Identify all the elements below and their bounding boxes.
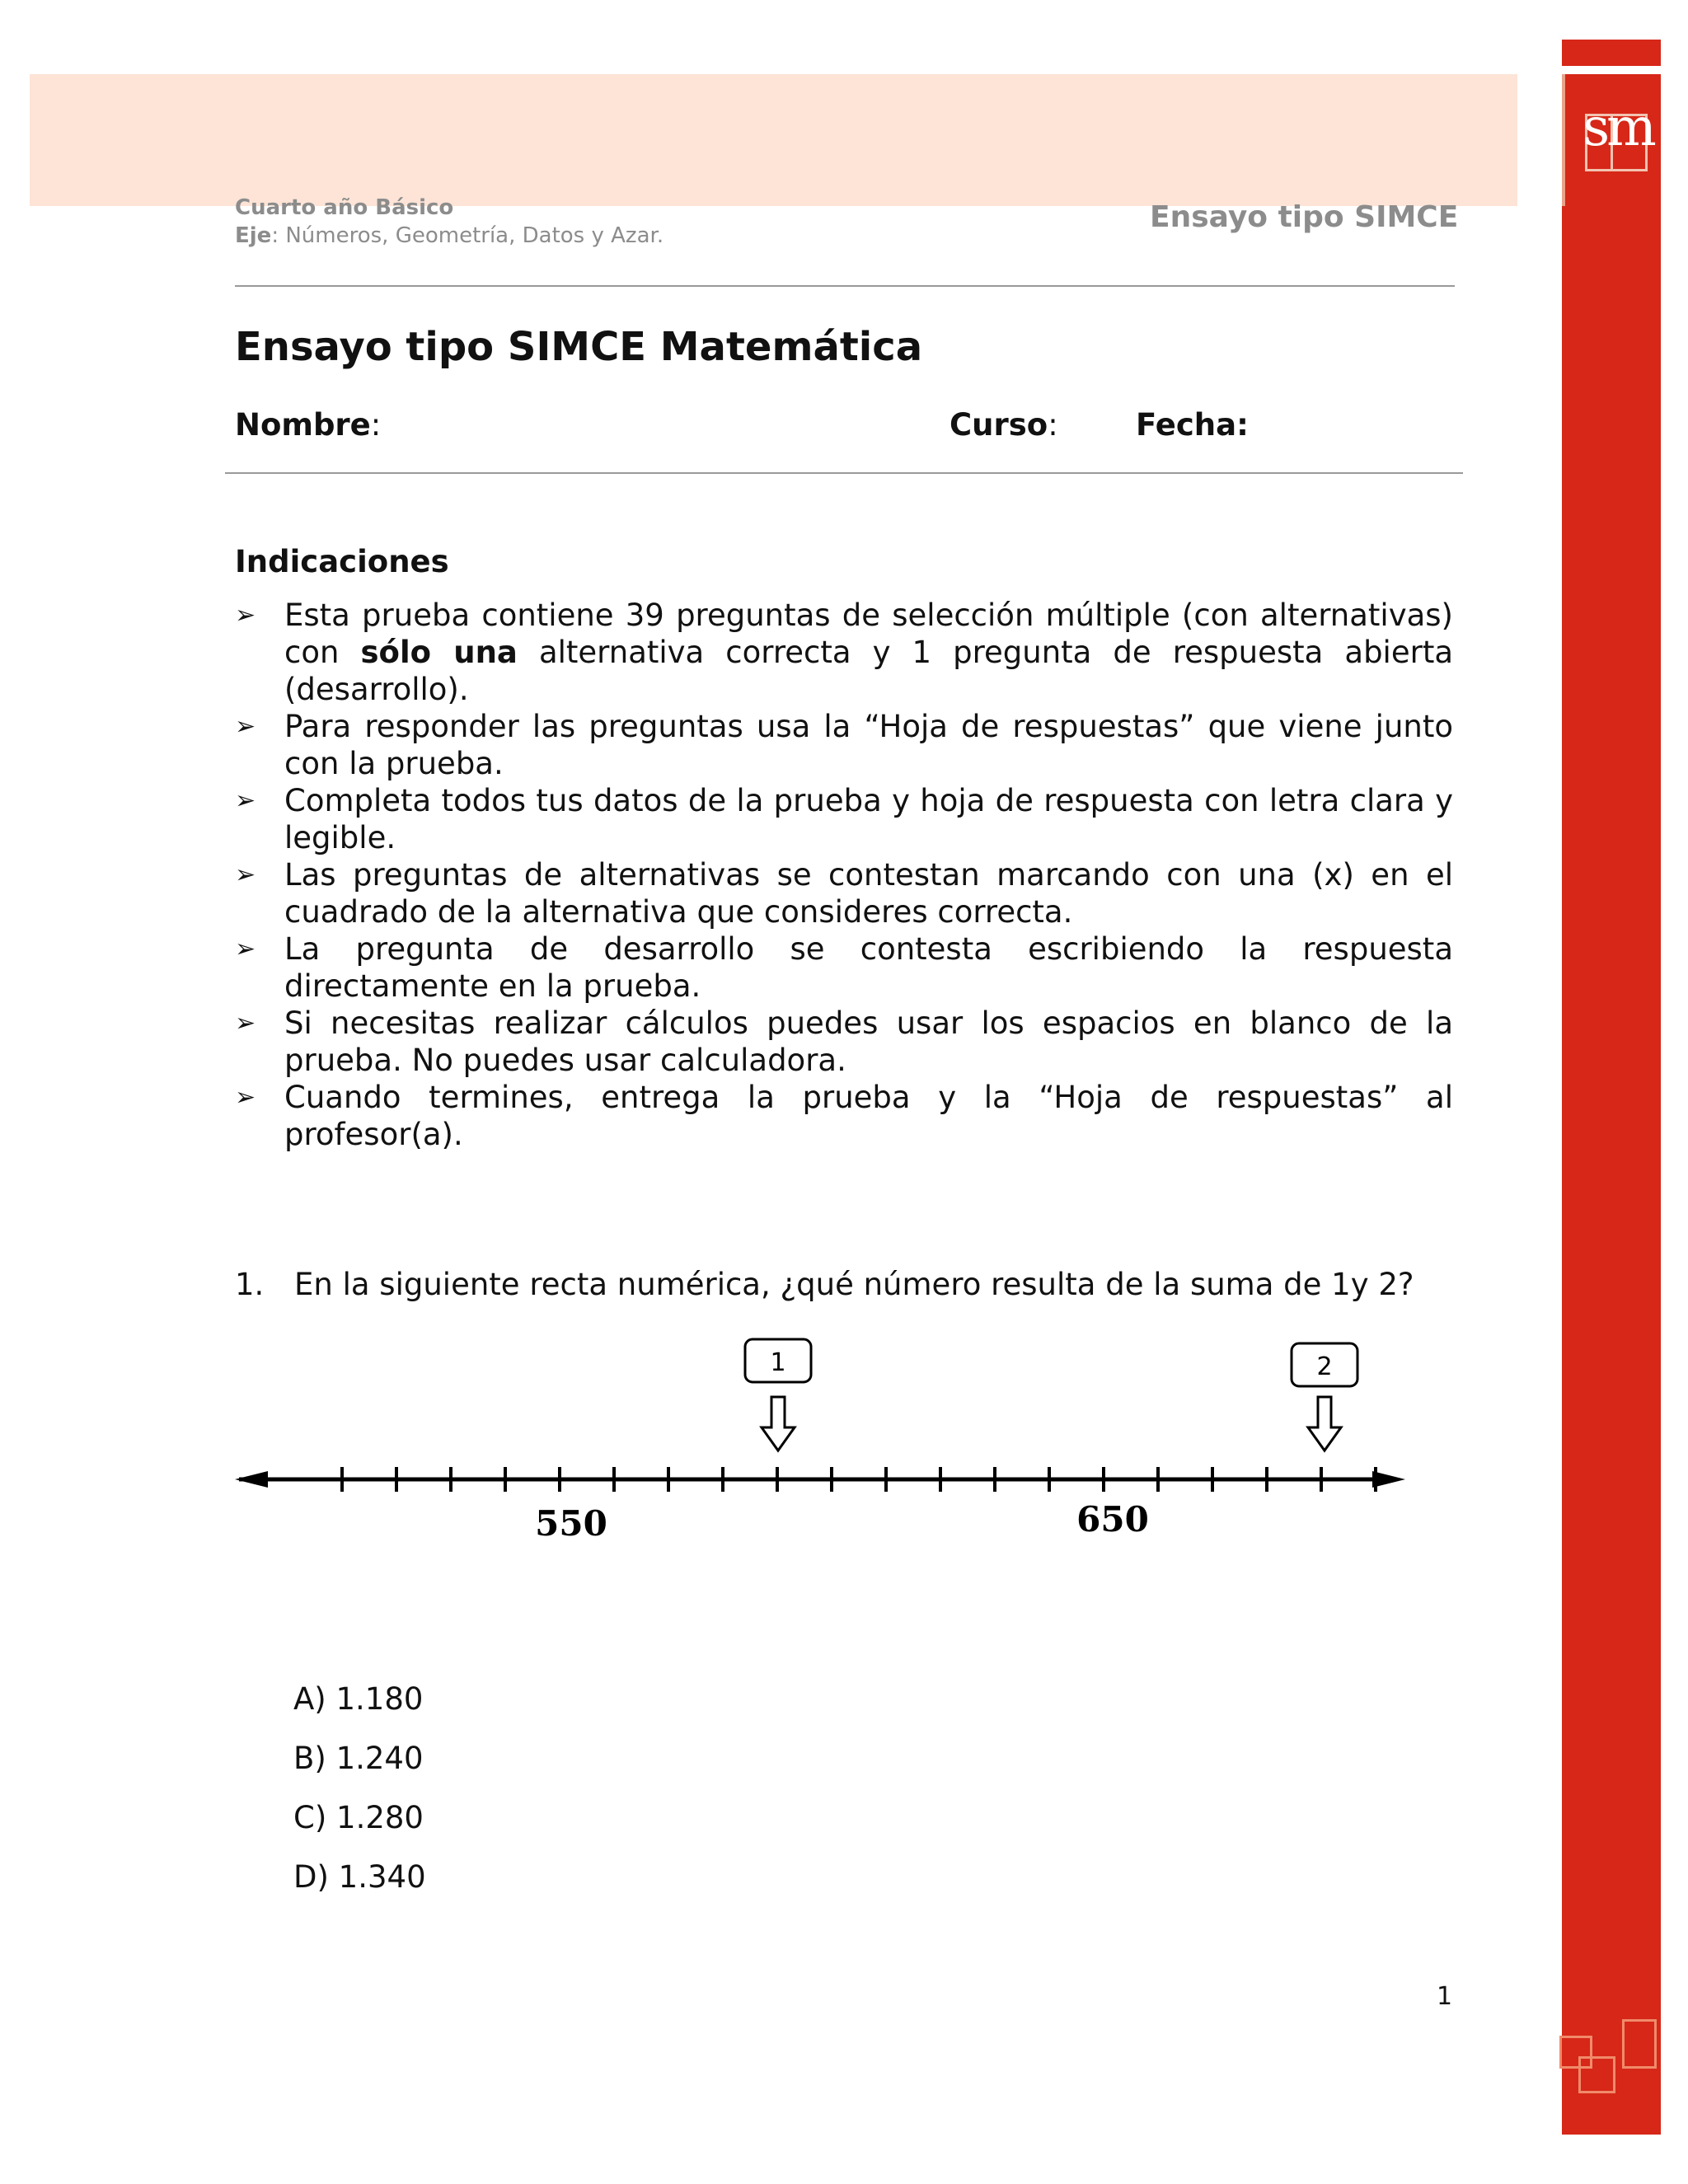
item-text: Esta prueba contiene 39 preguntas de selección múltiple (con alternativas) con — [284, 598, 1453, 670]
arrow-bullet-icon: ➢ — [235, 601, 256, 630]
option-c[interactable]: C) 1.280 — [293, 1800, 424, 1835]
item-text: Si necesitas realizar cálculos puedes usar los espacios en blanco de la prueba. No puedes usar calculadora. — [284, 1005, 1453, 1078]
decorative-square — [1622, 2019, 1657, 2069]
eje-label: Eje — [235, 223, 272, 248]
option-a[interactable]: A) 1.180 — [293, 1681, 424, 1717]
colon: : — [370, 407, 382, 443]
question-text: En la siguiente recta numérica, ¿qué número resulta de la suma de 1y 2? — [294, 1267, 1414, 1302]
answer-options — [293, 1680, 426, 1917]
list-item — [235, 708, 1453, 782]
curso-field — [950, 407, 1058, 443]
arrow-bullet-icon: ➢ — [235, 935, 256, 963]
list-item — [235, 782, 1453, 856]
fields-divider — [225, 472, 1463, 474]
marker-1-label: 1 — [770, 1348, 786, 1377]
nombre-field — [235, 407, 381, 443]
fecha-label: Fecha: — [1136, 407, 1249, 443]
arrow-bullet-icon: ➢ — [235, 860, 256, 889]
eje-value: : Números, Geometría, Datos y Azar. — [271, 223, 664, 248]
list-item — [235, 597, 1453, 708]
curso-label: Curso — [950, 407, 1048, 443]
page-number: 1 — [1437, 1982, 1453, 2011]
sm-logo — [1562, 74, 1661, 206]
item-text: Cuando termines, entrega la prueba y la “Hoja de respuestas” al profesor(a). — [284, 1080, 1453, 1152]
grade-label: Cuarto año Básico — [235, 195, 454, 220]
option-b[interactable]: B) 1.240 — [293, 1741, 424, 1776]
logo-text: sm — [1582, 97, 1653, 158]
red-top-bar — [1562, 40, 1661, 66]
item-text: Completa todos tus datos de la prueba y hoja de respuesta con letra clara y legible. — [284, 783, 1453, 855]
list-item — [235, 930, 1453, 1005]
left-arrowhead — [235, 1471, 268, 1488]
arrow-bullet-icon: ➢ — [235, 1009, 256, 1038]
header-divider — [235, 285, 1455, 287]
page-title: Ensayo tipo SIMCE Matemática — [235, 324, 923, 370]
eje-line — [235, 223, 663, 248]
instructions-list — [235, 597, 1453, 1153]
decorative-square — [1578, 2056, 1615, 2093]
colon: : — [1048, 407, 1058, 443]
tick-label-650: 650 — [1076, 1499, 1149, 1540]
question-number: 1. — [235, 1267, 265, 1302]
option-d[interactable]: D) 1.340 — [293, 1859, 426, 1895]
arrow-bullet-icon: ➢ — [235, 712, 256, 741]
marker-1-arrow-icon — [762, 1397, 795, 1451]
header-right-title: Ensayo tipo SIMCE — [1150, 200, 1459, 234]
arrow-bullet-icon: ➢ — [235, 1083, 256, 1112]
item-text: alternativa correcta y 1 pregunta de respuesta abierta (desarrollo). — [284, 635, 1453, 707]
red-side-strip — [1562, 74, 1661, 2135]
list-item — [235, 1079, 1453, 1153]
marker-2-arrow-icon — [1308, 1397, 1341, 1451]
fecha-field — [1136, 407, 1249, 443]
item-text: La pregunta de desarrollo se contesta escribiendo la respuesta directamente en la prueba. — [284, 931, 1453, 1004]
instructions-heading: Indicaciones — [235, 544, 449, 579]
nombre-label: Nombre — [235, 407, 371, 443]
question-1 — [235, 1267, 1414, 1302]
list-item — [235, 1005, 1453, 1079]
marker-2-label: 2 — [1316, 1352, 1333, 1381]
item-text: Las preguntas de alternativas se contestan marcando con una (x) en el cuadrado de la alternativa que consideres correcta. — [284, 857, 1453, 930]
item-text: Para responder las preguntas usa la “Hoja de respuestas” que viene junto con la prueba. — [284, 709, 1453, 781]
tick-label-550: 550 — [535, 1503, 607, 1544]
item-bold-text: sólo una — [360, 635, 518, 670]
number-line — [231, 1335, 1418, 1549]
list-item — [235, 856, 1453, 930]
header-band — [30, 74, 1517, 206]
arrow-bullet-icon: ➢ — [235, 786, 256, 815]
